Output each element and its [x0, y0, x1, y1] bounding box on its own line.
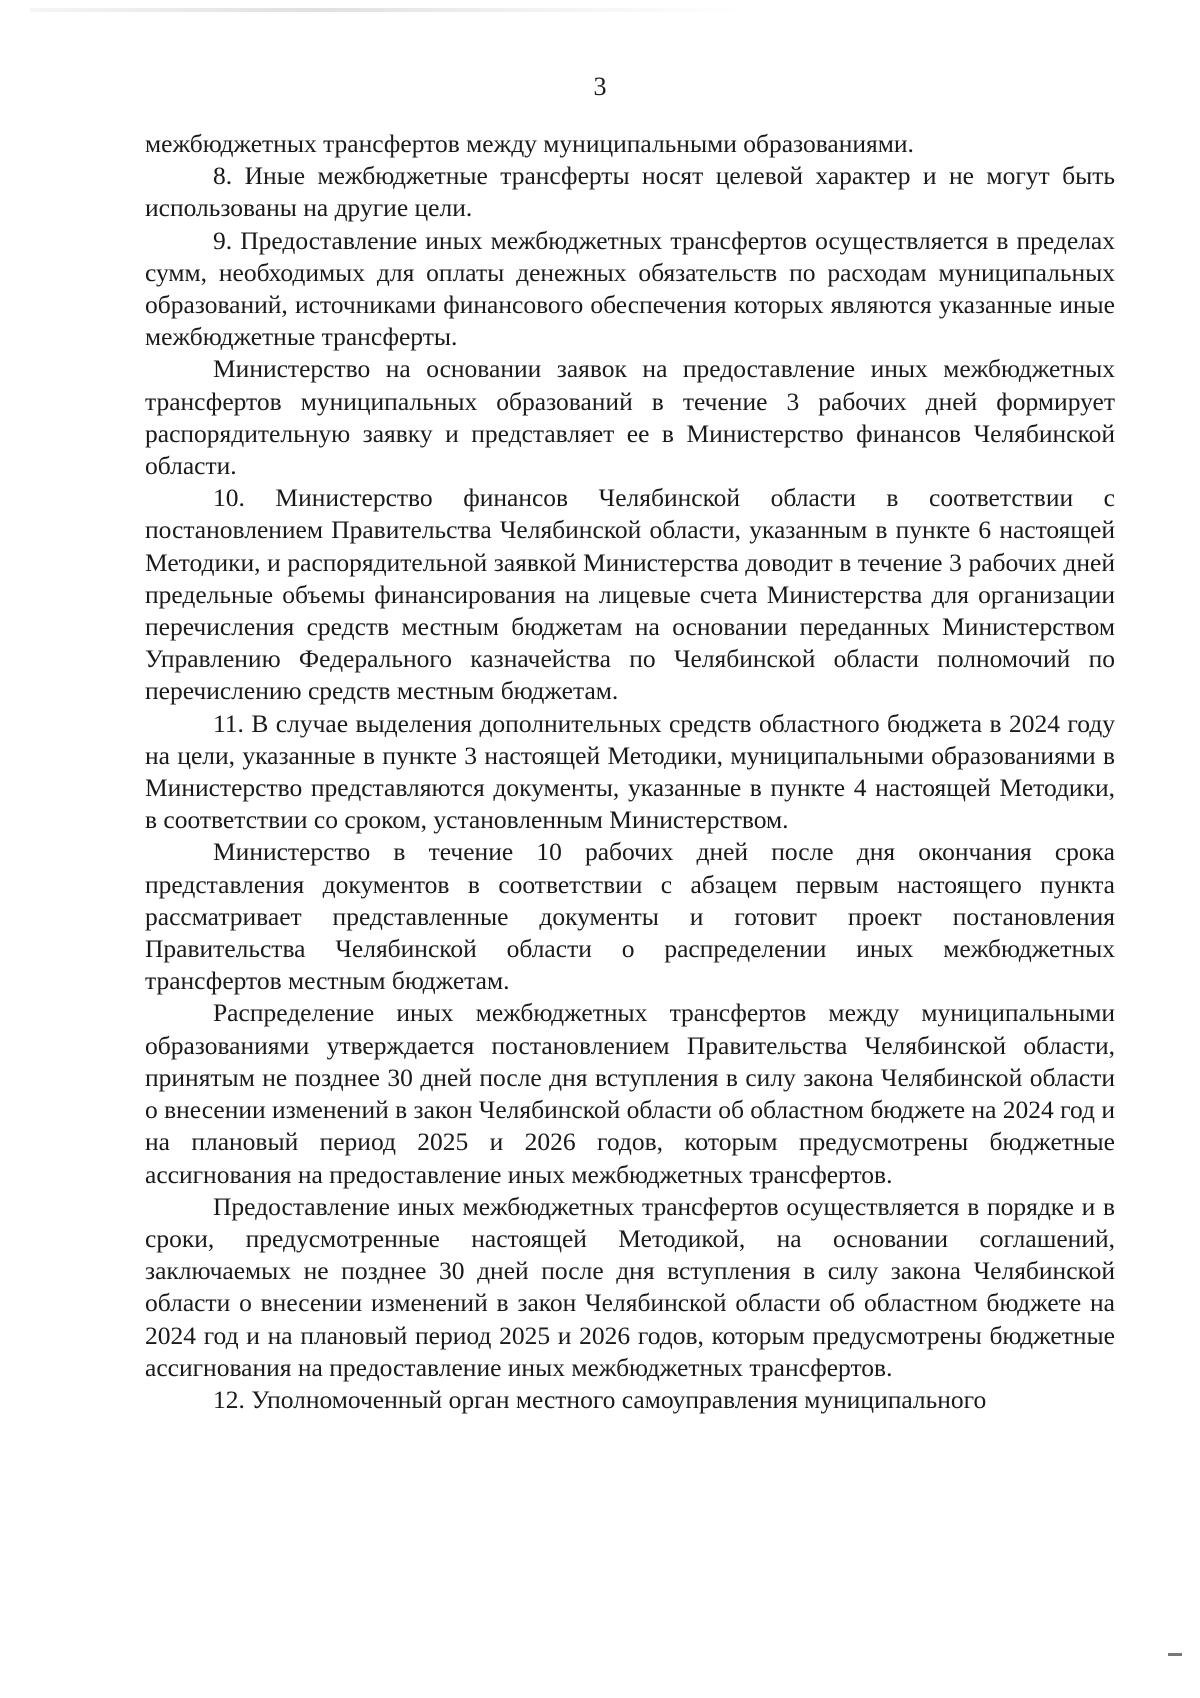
paragraph-ministry-request: Министерство на основании заявок на предоставление иных межбюджетных трансфертов муниципальных образований в течение 3 рабочих дней формирует распорядительную заявку и представляет ее в Министерство финансов Челябинской области. [145, 354, 1115, 481]
paragraph-item-10: 10. Министерство финансов Челябинской области в соответствии с постановлением Правительства Челябинской области, указанным в пункте 6 настоящей Методики, и распорядительной заявкой Министерства доводит в течение 3 рабочих дней предельные объемы финансирования на лицевые счета Министерства для организации перечисления средств местным бюджетам на основании переданных Министерством Управлению Федерального казначейства по Челябинской области полномочий по перечислению средств местным бюджетам. [145, 483, 1115, 706]
paragraph-item-12: 12. Уполномоченный орган местного самоуправления муниципального [213, 1384, 987, 1414]
paragraph-item-8: 8. Иные межбюджетные трансферты носят целевой характер и не могут быть использованы на другие цели. [145, 161, 1115, 223]
paragraph-provision: Предоставление иных межбюджетных трансфертов осуществляется в порядке и в сроки, предусмотренные настоящей Методикой, на основании соглашений, заключаемых не позднее 30 дней после дня вступления в силу закона Челябинской области о внесении изменений в закон Челябинской области об областном бюджете на 2024 год и на плановый период 2025 и 2026 годов, которым предусмотрены бюджетные ассигнования на предоставление иных межбюджетных трансфертов. [145, 1191, 1115, 1382]
paragraph-ministry-review: Министерство в течение 10 рабочих дней после дня окончания срока представления документов в соответствии с абзацем первым настоящего пункта рассматривает представленные документы и готовит проект постановления Правительства Челябинской области о распределении иных межбюджетных трансфертов местным бюджетам. [145, 837, 1115, 996]
paragraph-item-11: 11. В случае выделения дополнительных средств областного бюджета в 2024 году на цели, указанные в пункте 3 настоящей Методики, муниципальными образованиями в Министерство представляются документы, указанные в пункте 4 настоящей Методики, в соответствии со сроком, установленным Министерством. [145, 708, 1115, 835]
page-number: 3 [593, 72, 607, 101]
scan-corner-mark [1168, 1653, 1182, 1656]
scan-edge-artifact [30, 8, 750, 12]
paragraph-continuation: межбюджетных трансфертов между муниципальными образованиями. [145, 129, 914, 158]
paragraph-distribution: Распределение иных межбюджетных трансфертов между муниципальными образованиями утверждается постановлением Правительства Челябинской области, принятым не позднее 30 дней после дня вступления в силу закона Челябинской области о внесении изменений в закон Челябинской области об областном бюджете на 2024 год и на плановый период 2025 и 2026 годов, которым предусмотрены бюджетные ассигнования на предоставление иных межбюджетных трансфертов. [145, 998, 1116, 1189]
paragraph-item-9: 9. Предоставление иных межбюджетных трансфертов осуществляется в пределах сумм, необходимых для оплаты денежных обязательств по расходам муниципальных образований, источниками финансового обеспечения которых являются указанные иные межбюджетные трансферты. [145, 225, 1115, 352]
document-body [145, 128, 1115, 1416]
